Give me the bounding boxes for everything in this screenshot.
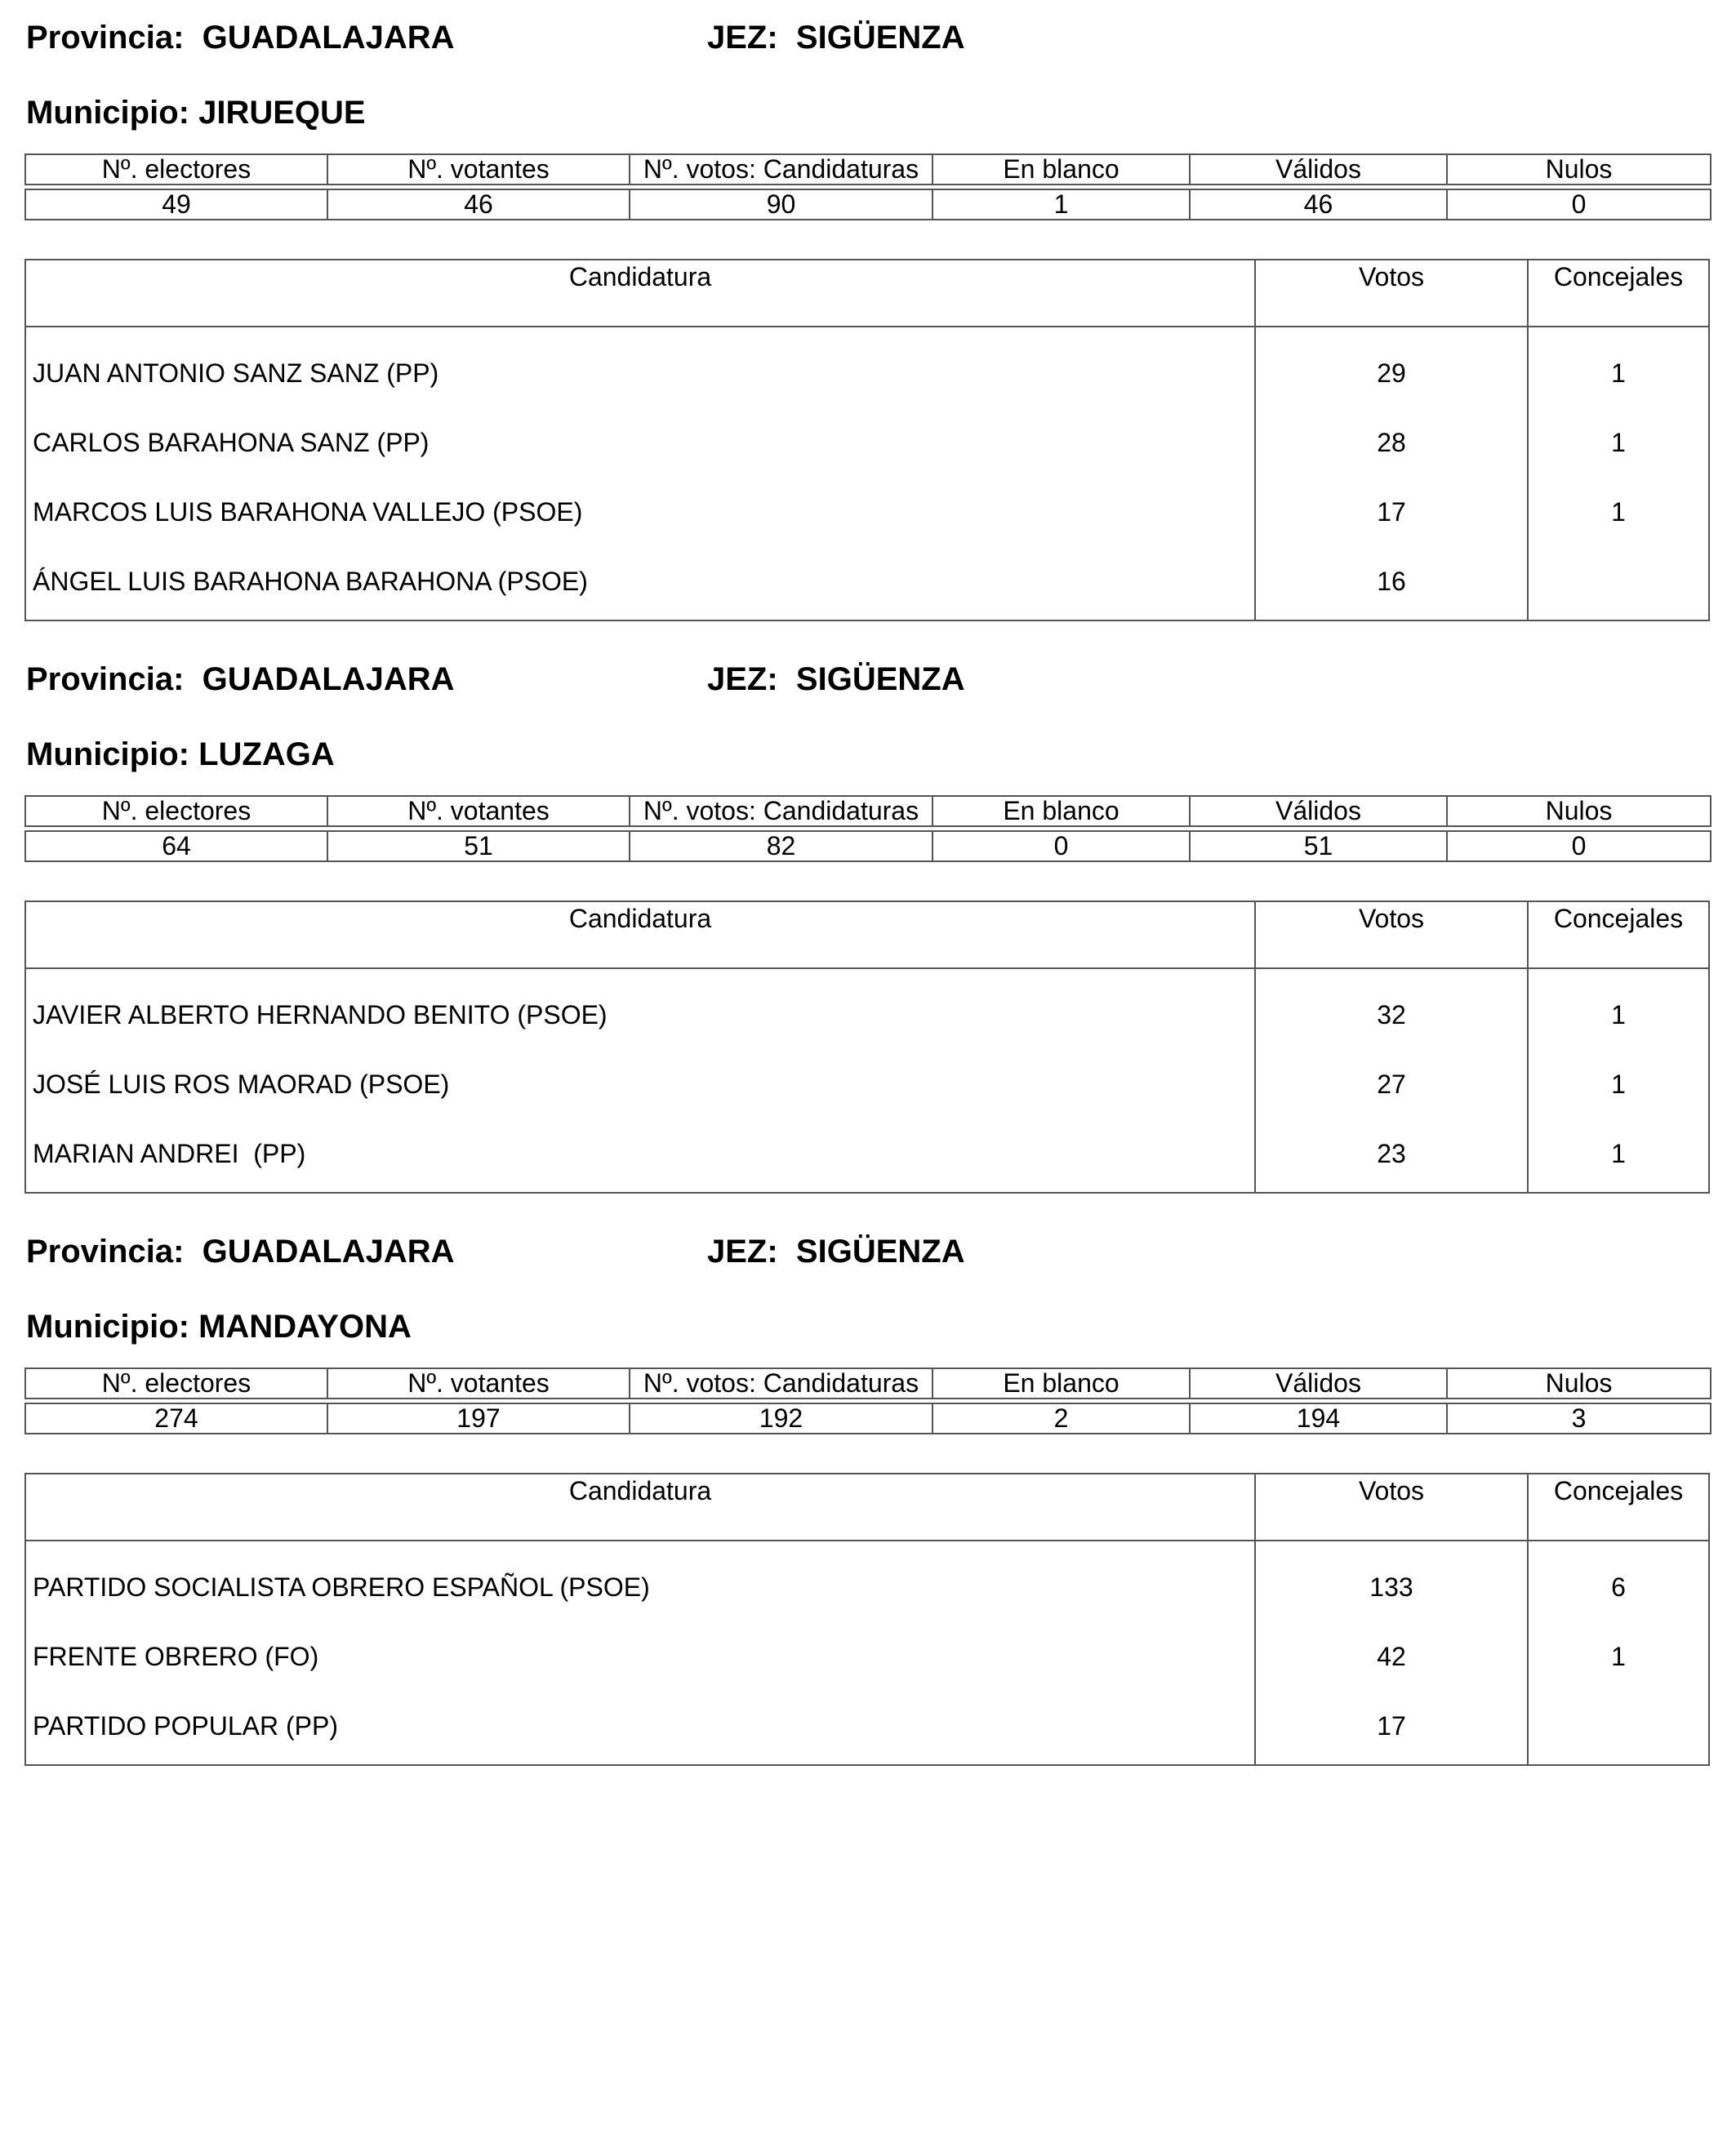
candidate-votos: 23 xyxy=(1377,1139,1406,1168)
candidate-name: CARLOS BARAHONA SANZ (PP) xyxy=(33,428,430,457)
stats-header-nulos: Nulos xyxy=(1447,1368,1711,1399)
candidate-concejales: 1 xyxy=(1611,428,1626,457)
candidate-votos: 16 xyxy=(1377,567,1406,596)
concejales-header: Concejales xyxy=(1553,1476,1684,1505)
stats-value-votos-candidaturas: 82 xyxy=(630,831,933,861)
stats-value-en-blanco: 0 xyxy=(933,831,1190,861)
stats-header-votos-candidaturas: Nº. votos: Candidaturas xyxy=(630,154,933,185)
stats-header-table xyxy=(24,1367,1712,1399)
candidate-name: PARTIDO SOCIALISTA OBRERO ESPAÑOL (PSOE) xyxy=(33,1572,650,1602)
table-row xyxy=(26,1050,1708,1119)
concejales-header: Concejales xyxy=(1553,262,1684,291)
stats-header-validos: Válidos xyxy=(1190,796,1447,826)
stats-value-en-blanco: 2 xyxy=(933,1403,1190,1434)
table-row xyxy=(26,1692,1708,1761)
provincia-heading: Provincia: GUADALAJARA xyxy=(26,20,455,56)
jez-heading: JEZ: SIGÜENZA xyxy=(707,1234,965,1270)
candidate-name: PARTIDO POPULAR (PP) xyxy=(33,1711,338,1741)
stats-value-validos: 46 xyxy=(1190,189,1447,220)
candidate-concejales: 1 xyxy=(1611,1000,1626,1029)
stats-values-table xyxy=(24,1403,1712,1434)
table-row xyxy=(26,1553,1708,1622)
candidate-concejales: 1 xyxy=(1611,1642,1626,1671)
table-row xyxy=(26,547,1708,616)
stats-header-votantes: Nº. votantes xyxy=(327,154,630,185)
candidate-name: FRENTE OBRERO (FO) xyxy=(33,1642,319,1671)
candidatura-table xyxy=(24,901,1710,1194)
stats-header-en-blanco: En blanco xyxy=(933,154,1190,185)
stats-value-votantes: 46 xyxy=(327,189,630,220)
stats-value-nulos: 0 xyxy=(1447,831,1711,861)
candidate-concejales: 6 xyxy=(1611,1572,1626,1602)
candidate-votos: 29 xyxy=(1377,358,1406,388)
candidate-votos: 32 xyxy=(1377,1000,1406,1029)
candidatura-header: Candidatura xyxy=(568,1476,712,1505)
table-row xyxy=(26,408,1708,478)
stats-header-votos-candidaturas: Nº. votos: Candidaturas xyxy=(630,1368,933,1399)
stats-header-electores: Nº. electores xyxy=(25,796,327,826)
candidate-votos: 27 xyxy=(1377,1070,1406,1099)
stats-value-votantes: 51 xyxy=(327,831,630,861)
stats-value-electores: 64 xyxy=(25,831,327,861)
candidate-concejales: 1 xyxy=(1611,358,1626,388)
candidate-votos: 28 xyxy=(1377,428,1406,457)
stats-value-validos: 51 xyxy=(1190,831,1447,861)
table-row xyxy=(26,478,1708,547)
municipio-heading: Municipio: MANDAYONA xyxy=(26,1309,412,1345)
candidate-name: JUAN ANTONIO SANZ SANZ (PP) xyxy=(33,358,439,388)
candidatura-header: Candidatura xyxy=(568,904,712,933)
candidatura-table xyxy=(24,1473,1710,1766)
stats-values-table xyxy=(24,830,1712,862)
stats-header-votantes: Nº. votantes xyxy=(327,1368,630,1399)
candidate-name: MARCOS LUIS BARAHONA VALLEJO (PSOE) xyxy=(33,497,583,527)
stats-header-validos: Válidos xyxy=(1190,1368,1447,1399)
stats-header-nulos: Nulos xyxy=(1447,796,1711,826)
stats-value-nulos: 3 xyxy=(1447,1403,1711,1434)
candidate-votos: 133 xyxy=(1369,1572,1413,1602)
candidate-votos: 17 xyxy=(1377,497,1406,527)
candidate-votos: 42 xyxy=(1377,1642,1406,1671)
candidate-name: JAVIER ALBERTO HERNANDO BENITO (PSOE) xyxy=(33,1000,608,1029)
candidate-name: MARIAN ANDREI (PP) xyxy=(33,1139,306,1168)
stats-values-table xyxy=(24,189,1712,220)
stats-header-validos: Válidos xyxy=(1190,154,1447,185)
candidate-name: ÁNGEL LUIS BARAHONA BARAHONA (PSOE) xyxy=(33,567,588,596)
stats-value-en-blanco: 1 xyxy=(933,189,1190,220)
votos-header: Votos xyxy=(1358,1476,1425,1505)
concejales-header: Concejales xyxy=(1553,904,1684,933)
jez-heading: JEZ: SIGÜENZA xyxy=(707,661,965,697)
stats-value-electores: 49 xyxy=(25,189,327,220)
provincia-heading: Provincia: GUADALAJARA xyxy=(26,1234,455,1270)
stats-value-electores: 274 xyxy=(25,1403,327,1434)
stats-header-votantes: Nº. votantes xyxy=(327,796,630,826)
stats-value-votantes: 197 xyxy=(327,1403,630,1434)
provincia-heading: Provincia: GUADALAJARA xyxy=(26,661,455,697)
municipio-heading: Municipio: LUZAGA xyxy=(26,736,335,772)
stats-header-electores: Nº. electores xyxy=(25,1368,327,1399)
stats-header-electores: Nº. electores xyxy=(25,154,327,185)
candidate-concejales: 1 xyxy=(1611,1139,1626,1168)
stats-header-en-blanco: En blanco xyxy=(933,796,1190,826)
jez-heading: JEZ: SIGÜENZA xyxy=(707,20,965,56)
table-row xyxy=(26,1622,1708,1692)
table-row xyxy=(26,339,1708,408)
municipio-heading: Municipio: JIRUEQUE xyxy=(26,95,366,131)
candidate-concejales: 1 xyxy=(1611,1070,1626,1099)
stats-header-en-blanco: En blanco xyxy=(933,1368,1190,1399)
stats-value-votos-candidaturas: 90 xyxy=(630,189,933,220)
candidate-concejales: 1 xyxy=(1611,497,1626,527)
table-row xyxy=(26,981,1708,1050)
stats-header-nulos: Nulos xyxy=(1447,154,1711,185)
stats-header-votos-candidaturas: Nº. votos: Candidaturas xyxy=(630,796,933,826)
votos-header: Votos xyxy=(1358,262,1425,291)
stats-header-table xyxy=(24,153,1712,185)
votos-header: Votos xyxy=(1358,904,1425,933)
stats-value-votos-candidaturas: 192 xyxy=(630,1403,933,1434)
table-row xyxy=(26,1119,1708,1189)
candidate-name: JOSÉ LUIS ROS MAORAD (PSOE) xyxy=(33,1070,450,1099)
candidatura-header: Candidatura xyxy=(568,262,712,291)
candidate-votos: 17 xyxy=(1377,1711,1406,1741)
stats-value-nulos: 0 xyxy=(1447,189,1711,220)
stats-value-validos: 194 xyxy=(1190,1403,1447,1434)
candidatura-table xyxy=(24,259,1710,621)
stats-header-table xyxy=(24,795,1712,827)
